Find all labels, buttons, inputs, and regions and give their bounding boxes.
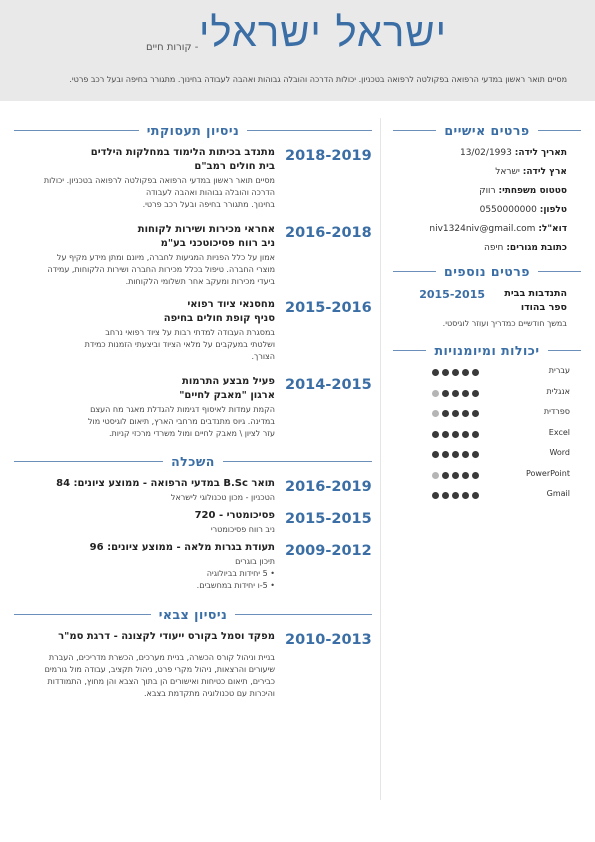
skill-dot [432, 390, 439, 397]
skill-row [395, 469, 570, 483]
personal-detail-country: ארץ לידה: ישראל [495, 167, 567, 177]
experience-desc: הקמת עמדות לאיסוף דגימות להגדלת מאגר מח העצם במדינה. גיוס מתנדבים מרחבי הארץ, תיאום לוגיסטי מול עזר לציון \ מאבק לחיים ומול משרדי מרכזי קניות. [88, 405, 275, 438]
additional-desc: במשך חודשיים כמדריך ועוזר לוגיסטי. [442, 319, 567, 328]
skill-dot [452, 410, 459, 417]
education-bullets: • 5 יחידות בביולוגיה • 5-ו יחידות במחשבים. [25, 568, 275, 592]
skill-dot [472, 451, 479, 458]
skill-dot [452, 492, 459, 499]
military-title: מפקד וסמל בקורס ייעודי לקצונה - דרגת סמ"ר [58, 631, 275, 642]
skill-dot [432, 410, 439, 417]
experience-desc: מסיים תואר ראשון במדעי הרפואה בפקולטה לרפואה בטכניון. יכולות הדרכה והובלה גבוהות ואהבה לעבודה בחינוך. מתגורר בחיפה ובעל רכב פרטי. [43, 176, 275, 209]
skill-dot [452, 431, 459, 438]
personal-detail-birthdate: תאריך לידה: 13/02/1993 [459, 148, 567, 158]
experience-item [25, 298, 372, 378]
education-org: ניב רווח פסיכומטרי [210, 525, 275, 534]
skill-dot [462, 472, 469, 479]
skill-label: Gmail [546, 489, 570, 498]
skill-label: PowerPoint [525, 468, 570, 478]
skill-dot [442, 390, 449, 397]
skill-label: עברית [548, 366, 570, 375]
skill-row [395, 387, 570, 401]
skill-dot [462, 410, 469, 417]
summary-text: מסיים תואר ראשון במדעי הרפואה בפקולטה לרפואה בטכניון. יכולות הדרכה והובלה גבוהות ואהבה לעבודה בחינוך. מתגורר בחיפה ובעל רכב פרטי. [69, 75, 567, 84]
experience-years: 2014-2015 [285, 377, 372, 393]
skill-dot [472, 369, 479, 376]
experience-org: ארגון "מאבק לחיים" [179, 390, 275, 401]
skill-dot [462, 369, 469, 376]
skill-row [395, 428, 570, 442]
education-years: 2015-2015 [285, 511, 372, 527]
experience-desc: אמון על כלל הפניות המגיעות לחברה, מיונם ומתן מידע מקיף על מוצרי החברה. טיפול בכלל מכירות החברה ושירות הלקוחות, עמידה ביעדי מכירות ומעקב אחר תשלומי הלקוחות. [47, 253, 275, 286]
section-title-skills: יכולות ומיומנויות [393, 343, 581, 357]
skill-row [395, 407, 570, 421]
experience-org: ניב רווח פסיכוטכני בע"מ [160, 238, 275, 249]
skill-rating [432, 369, 479, 376]
skill-rating [432, 472, 479, 479]
section-title-experience: ניסיון תעסוקתי [14, 123, 372, 137]
skill-dot [442, 451, 449, 458]
skill-dot [442, 431, 449, 438]
skill-dot [432, 451, 439, 458]
document-subtitle: - קורות חיים [146, 42, 199, 53]
section-title-personal: פרטים אישיים [393, 123, 581, 137]
experience-desc: במסגרת העבודה למדתי רבות על ציוד רפואי נרחב ושלטתי במעקבים על מלאי הציוד וביצעתי הזמנות כמידת הצורך. [84, 328, 275, 361]
candidate-name: ישראל ישראלי [198, 10, 447, 56]
education-item [25, 541, 372, 596]
skill-dot [462, 431, 469, 438]
education-item [25, 509, 372, 539]
skill-rating [432, 390, 479, 397]
experience-title: מתנדב בכיתות הלימוד במחלקות הילדים [90, 147, 275, 158]
skill-dot [442, 492, 449, 499]
experience-item [25, 375, 372, 455]
skill-dot [432, 472, 439, 479]
skill-dot [472, 390, 479, 397]
experience-org: בית חולים רמב"ם [194, 161, 275, 172]
skill-rating [432, 410, 479, 417]
skill-dot [452, 369, 459, 376]
personal-detail-status: סטטוס משפחתי: רווק [479, 186, 567, 196]
education-title: תעודת בגרות מלאה - ממוצע ציונים: 96 [89, 542, 275, 553]
skill-dot [442, 369, 449, 376]
skill-dot [472, 472, 479, 479]
skill-dot [462, 451, 469, 458]
personal-detail-phone: טלפון: 0550000000 [479, 205, 567, 215]
skill-dot [432, 431, 439, 438]
skill-dot [432, 492, 439, 499]
skill-dot [452, 472, 459, 479]
additional-title: התנדבות בבית ספר בהודו [504, 288, 567, 313]
section-title-education: השכלה [14, 454, 372, 468]
skill-dot [442, 472, 449, 479]
additional-years: 2015-2015 [419, 288, 485, 301]
education-org: תיכון בוגרים [235, 557, 275, 566]
education-org: הטכניון - מכון טכנולוגי לישראל [170, 493, 275, 502]
column-divider [380, 118, 381, 800]
skill-dot [472, 410, 479, 417]
skill-row [395, 489, 570, 503]
section-title-additional: פרטים נוספים [393, 264, 581, 278]
experience-title: פעיל מבצע התרמות [182, 376, 275, 387]
experience-item [25, 223, 372, 303]
experience-years: 2018-2019 [285, 148, 372, 164]
skill-dot [442, 410, 449, 417]
skill-label: Excel [548, 427, 570, 437]
skill-rating [432, 492, 479, 499]
personal-detail-email: דוא"ל: niv1324niv@gmail.com [429, 224, 567, 234]
personal-detail-address: כתובת מגורים: חיפה [484, 243, 567, 253]
skill-dot [452, 390, 459, 397]
education-title: פסיכומטרי - 720 [194, 510, 275, 521]
experience-org: סניף קופת חולים בחיפה [163, 313, 275, 324]
skill-label: ספרדית [543, 407, 570, 416]
experience-title: מחסנאי ציוד רפואי [187, 299, 275, 310]
military-years: 2010-2013 [285, 632, 372, 648]
military-item [25, 630, 372, 700]
header-band [0, 0, 595, 101]
skill-rating [432, 451, 479, 458]
skill-dot [462, 492, 469, 499]
education-years: 2016-2019 [285, 479, 372, 495]
section-title-military: ניסיון צבאי [14, 607, 372, 621]
education-years: 2009-2012 [285, 543, 372, 559]
skill-label: אנגלית [546, 386, 570, 396]
skill-label: Word [549, 448, 570, 457]
education-title: תואר B.Sc במדעי הרפואה - ממוצע ציונים: 84 [56, 478, 275, 489]
skill-dot [472, 492, 479, 499]
skill-dot [432, 369, 439, 376]
skill-dot [452, 451, 459, 458]
skill-row [395, 366, 570, 380]
skill-dot [462, 390, 469, 397]
education-item [25, 477, 372, 507]
skill-dot [472, 431, 479, 438]
experience-years: 2016-2018 [285, 225, 372, 241]
skill-row [395, 448, 570, 462]
experience-years: 2015-2016 [285, 300, 372, 316]
experience-item [25, 146, 372, 226]
skill-rating [432, 431, 479, 438]
experience-title: אחראי מכירות ושירות לקוחות [137, 224, 275, 235]
military-desc: בניית וניהול קורס הכשרה, בניית מערכים, הכשרת מדריכים, העברת שיעורים והרצאות, ניהול מקרי פרט, ניהול תקציב, עבודה מול גורמים כבירים, תיאום כטיחות ואישורים הן בתוך הצבא והן מחוץ, התמודדות והיכרות עם טכנולוגיה מתקדמת בצבא. [44, 653, 275, 698]
